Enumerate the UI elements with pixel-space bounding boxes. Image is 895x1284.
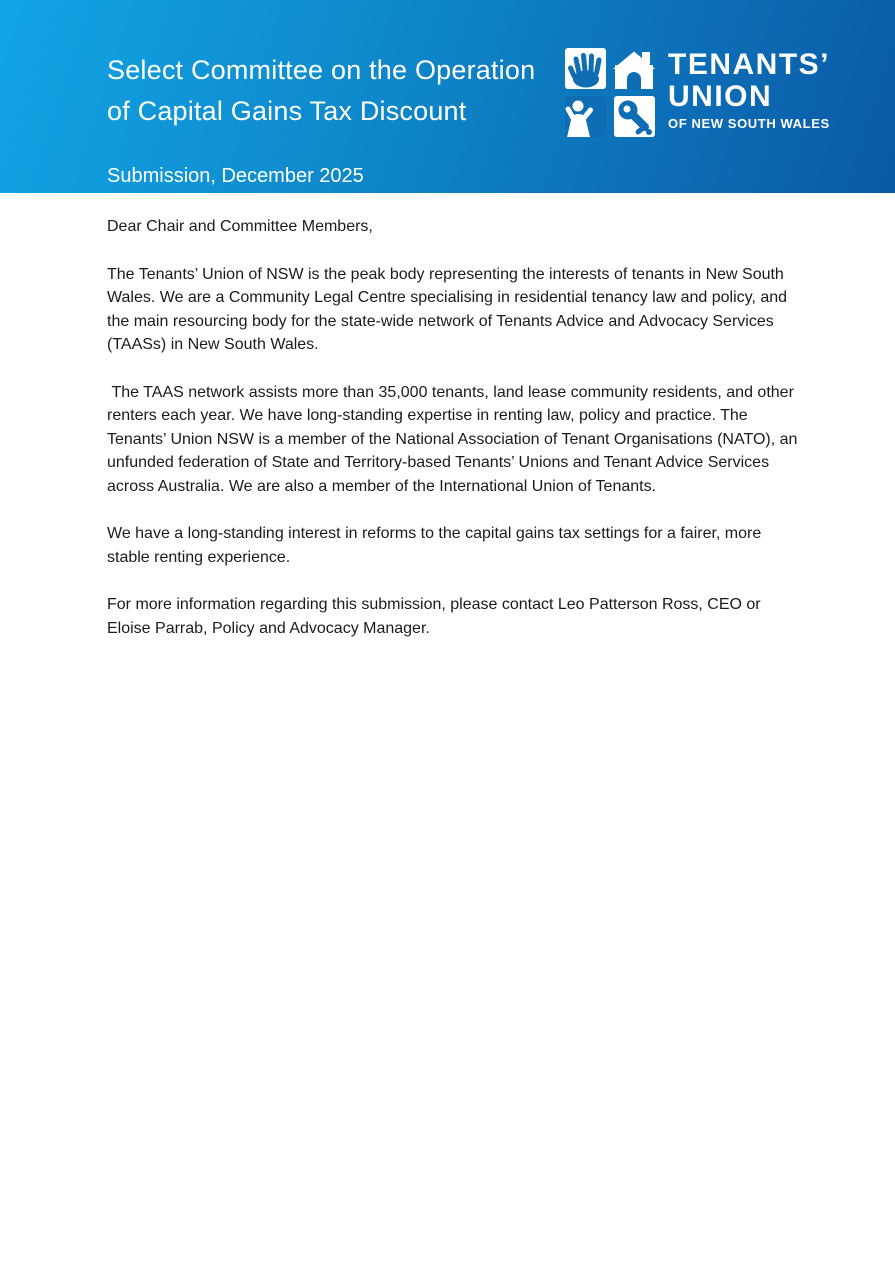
key-icon [614, 96, 655, 137]
page-title [107, 50, 535, 132]
house-icon [613, 52, 655, 90]
logo-org-subname: OF NEW SOUTH WALES [668, 116, 830, 131]
letter-paragraph: The Tenants’ Union of NSW is the peak body representing the interests of tenants in New South Wales. We are a Community Legal Centre specialising in residential tenancy law and policy, and the main resourcing body for the state-wide network of Tenants Advice and Advocacy Services (TAASs) in New South Wales. [107, 265, 792, 353]
page-title-line-2: of Capital Gains Tax Discount [107, 96, 467, 126]
salutation: Dear Chair and Committee Members, [107, 218, 373, 235]
letter-body [0, 193, 895, 640]
logo-org-name-line2: UNION [668, 80, 773, 113]
document-header [0, 0, 895, 193]
page-title-line-1: Select Committee on the Operation [107, 55, 536, 85]
logo-wordmark [668, 49, 830, 131]
tenants-union-logo [565, 48, 830, 137]
submission-date: Submission, December 2025 [107, 165, 364, 187]
logo-org-name-line1: TENANTS’ [668, 48, 830, 81]
person-icon [565, 96, 606, 137]
hand-icon [565, 48, 606, 89]
letter-paragraph: The TAAS network assists more than 35,000 tenants, land lease community residents, and other renters each year. We have long-standing expertise in renting law, policy and practice. The Tenants’ Union NSW is a member of the National Association of Tenant Organisations (NATO), an unfunded federation of State and Territory-based Tenants’ Unions and Tenant Advice Services across Australia. We are also a member of the International Union of Tenants. [107, 383, 802, 495]
letter-paragraph: For more information regarding this submission, please contact Leo Patterson Ross, CEO or Eloise Parrab, Policy and Advocacy Manager. [107, 596, 766, 637]
tenants-union-logo-icon [565, 48, 655, 137]
letter-paragraph: We have a long-standing interest in reforms to the capital gains tax settings for a fairer, more stable renting experience. [107, 525, 766, 566]
